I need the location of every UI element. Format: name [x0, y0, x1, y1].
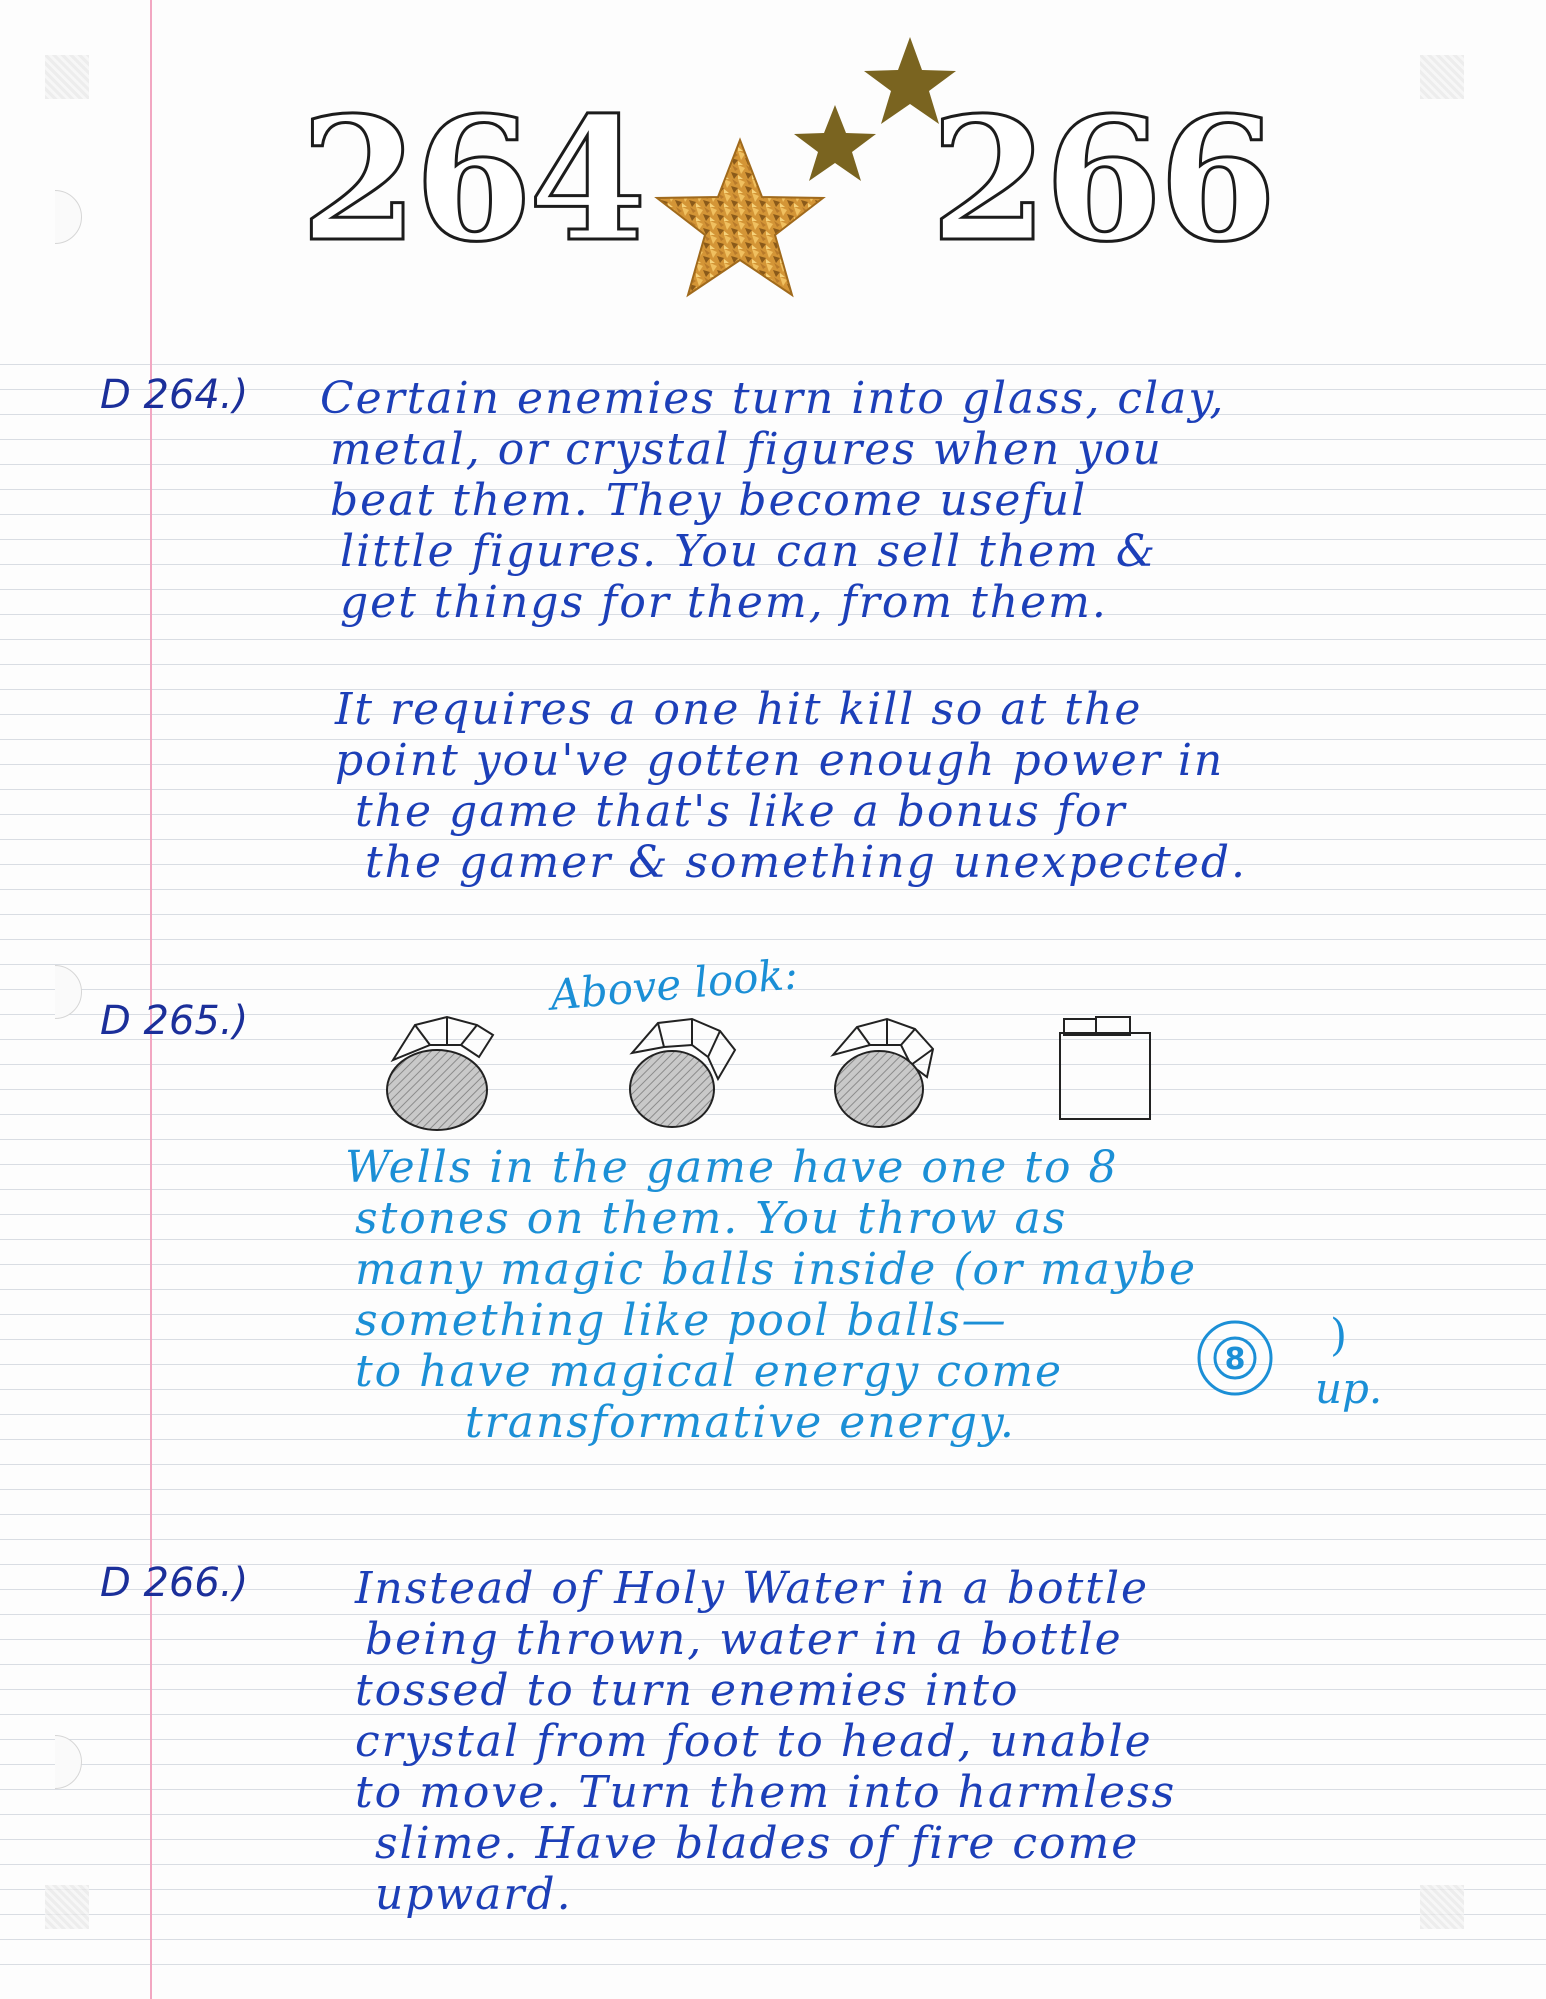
entry-label-264: D 264.)	[100, 372, 249, 418]
diagram-caption: Above look:	[548, 949, 800, 1020]
trailing-word: up.	[1315, 1364, 1383, 1413]
entry-label-265: D 265.)	[100, 998, 249, 1044]
text-line: little figures. You can sell them &	[340, 526, 1158, 577]
closing-paren: )	[1330, 1310, 1348, 1361]
text-line: point you've gotten enough power in	[335, 735, 1225, 786]
entry-265-paragraph	[345, 1142, 1197, 1448]
text-line: being thrown, water in a bottle	[365, 1614, 1123, 1665]
text-line: It requires a one hit kill so at the	[335, 684, 1143, 735]
pool-ball-number: 8	[1224, 1342, 1246, 1377]
text-line: the gamer & something unexpected.	[365, 837, 1248, 888]
entry-264-paragraph-2	[335, 684, 1247, 888]
text-line: something like pool balls—	[355, 1295, 1008, 1346]
scan-corner-mark	[1420, 55, 1464, 99]
text-line: upward.	[375, 1869, 573, 1920]
star-large-glitter	[657, 140, 823, 295]
text-line: stones on them. You throw as	[355, 1193, 1068, 1244]
well-top-view-icon	[610, 1005, 750, 1135]
scan-corner-mark	[1420, 1885, 1464, 1929]
text-line: to have magical energy come	[355, 1346, 1064, 1397]
text-line: many magic balls inside (or maybe	[355, 1244, 1198, 1295]
well-top-view-icon	[375, 1005, 515, 1135]
entry-264-paragraph-1	[320, 373, 1225, 628]
star-stickers-icon	[640, 25, 970, 325]
star-small-middle	[794, 105, 876, 181]
scan-corner-mark	[45, 55, 89, 99]
pool-ball-icon	[1195, 1318, 1275, 1398]
text-line: Instead of Holy Water in a bottle	[355, 1563, 1150, 1614]
text-line: slime. Have blades of fire come	[375, 1818, 1140, 1869]
title-number-left: 264	[300, 80, 643, 280]
text-line: get things for them, from them.	[340, 577, 1108, 628]
text-line: crystal from foot to head, unable	[355, 1716, 1153, 1767]
text-line: beat them. They become useful	[330, 475, 1088, 526]
title-number-right: 266	[930, 80, 1273, 280]
star-small-top	[864, 37, 956, 124]
text-line: transformative energy.	[465, 1397, 1016, 1448]
well-top-view-icon	[1050, 1005, 1160, 1135]
text-line: Wells in the game have one to 8	[345, 1142, 1119, 1193]
scan-corner-mark	[45, 1885, 89, 1929]
text-line: tossed to turn enemies into	[355, 1665, 1020, 1716]
text-line: the game that's like a bonus for	[355, 786, 1127, 837]
text-line: to move. Turn them into harmless	[355, 1767, 1177, 1818]
text-line: metal, or crystal figures when you	[330, 424, 1163, 475]
well-top-view-icon	[815, 1005, 955, 1135]
entry-label-266: D 266.)	[100, 1560, 249, 1606]
text-line: Certain enemies turn into glass, clay,	[320, 373, 1226, 424]
entry-266-paragraph	[355, 1563, 1176, 1920]
